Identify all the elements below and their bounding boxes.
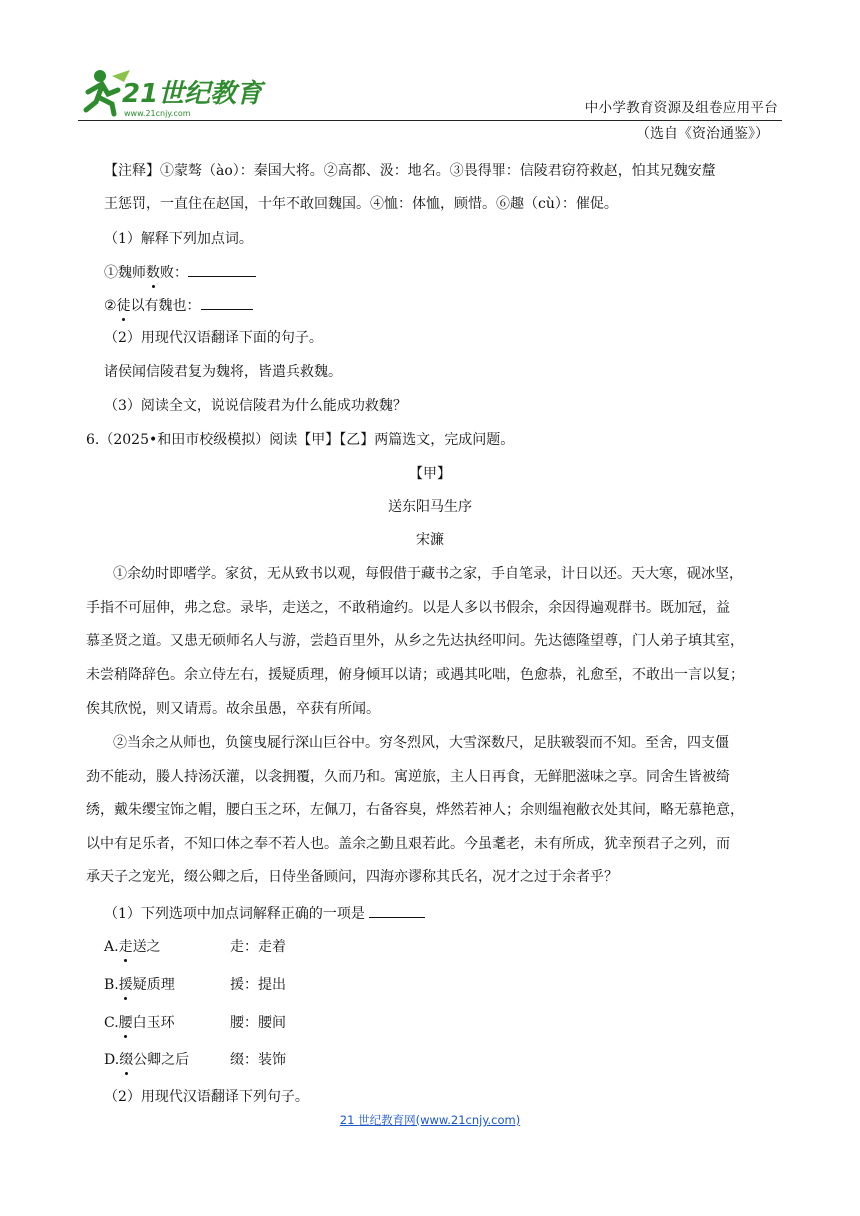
dotted-char: 数 (146, 265, 160, 281)
option-b[interactable]: B.援疑质理 (104, 977, 175, 993)
essay-author: 宋濂 (416, 532, 444, 548)
notes-line-2: 王惩罚，一直住在赵国，十年不敢回魏国。④恤：体恤，顾惜。⑥趣（cù）：催促。 (104, 196, 618, 212)
para1-line: 未尝稍降辞色。余立侍左右，援疑质理，俯身倾耳以请；或遇其叱咄，色愈恭，礼愈至，不敢出一言以复； (86, 667, 744, 683)
q6-sub1: （1）下列选项中加点词解释正确的一项是 (104, 903, 425, 924)
q5-sub2: （2）用现代汉语翻译下面的句子。 (104, 330, 323, 346)
para2-line: 劲不能动，媵人持汤沃灌，以衾拥覆，久而乃和。寓逆旅，主人日再食，无鲜肥滋味之享。同舍生皆被绮 (86, 769, 730, 785)
q6-stem: 6.（2025•和田市校级模拟）阅读【甲】【乙】两篇选文，完成问题。 (86, 432, 515, 448)
logo-url: www.21cnjy.com (124, 109, 191, 118)
footer-link[interactable]: 21 世纪教育网(www.21cnjy.com) (339, 1113, 521, 1127)
q6-jia-label: 【甲】 (409, 466, 451, 482)
dotted-char: 走 (118, 939, 133, 955)
notes-line-1: 【注释】①蒙骜（ào）：秦国大将。②高都、汲：地名。③畏得罪：信陵君窃符救赵，怕其兄魏安釐 (104, 163, 716, 179)
q5-sentence: 诸侯闻信陵君复为魏将，皆遣兵救魏。 (104, 364, 342, 380)
dotted-char: 徒 (116, 298, 131, 314)
source-citation: （选自《资治通鉴》） (636, 126, 769, 142)
dotted-char: 缀 (119, 1052, 134, 1068)
para1-line: 俟其欣悦，则又请焉。故余虽愚，卒获有所闻。 (86, 701, 380, 717)
page-header (78, 62, 782, 121)
logo-21cnjy (78, 62, 268, 120)
logo-text: 21世纪教育 (122, 79, 263, 109)
option-d-meaning: 缀：装饰 (230, 1052, 286, 1068)
q5-item2: ②徒以有魏也： (104, 295, 253, 316)
para2-line: 以中有足乐者，不知口体之奉不若人也。盖余之勤且艰若此。今虽耄老，未有所成，犹幸预君子之列，而 (86, 836, 730, 852)
platform-name: 中小学教育资源及组卷应用平台 (584, 100, 778, 116)
para1-line: 慕圣贤之道。又患无硕师名人与游，尝趋百里外，从乡之先达执经叩问。先达德隆望尊，门人弟子填其室， (86, 633, 744, 649)
answer-blank[interactable] (201, 295, 253, 310)
answer-blank[interactable] (188, 262, 256, 277)
para2-line: ②当余之从师也，负箧曳屣行深山巨谷中。穷冬烈风，大雪深数尺，足肤皲裂而不知。至舍，四支僵 (113, 735, 729, 751)
q5-sub3: （3）阅读全文，说说信陵君为什么能成功救魏？ (104, 398, 407, 414)
option-a-meaning: 走：走着 (230, 939, 286, 955)
q6-sub2: （2）用现代汉语翻译下列句子。 (104, 1089, 309, 1105)
q5-item1: ①魏师数败： (104, 262, 256, 283)
dotted-char: 腰 (118, 1015, 133, 1031)
option-a[interactable]: A.走送之 (104, 939, 161, 955)
essay-title: 送东阳马生序 (388, 499, 472, 515)
option-d[interactable]: D.缀公卿之后 (104, 1052, 190, 1068)
option-b-meaning: 援：提出 (230, 977, 286, 993)
option-c[interactable]: C.腰白玉环 (104, 1015, 175, 1031)
option-c-meaning: 腰：腰间 (230, 1015, 286, 1031)
para2-line: 绣，戴朱缨宝饰之帽，腰白玉之环，左佩刀，右备容臭，烨然若神人；余则缊袍敝衣处其间，略无慕艳意， (86, 802, 744, 818)
para1-line: ①余幼时即嗜学。家贫，无从致书以观，每假借于藏书之家，手自笔录，计日以还。天大寒，砚冰坚， (113, 566, 743, 582)
answer-blank[interactable] (369, 903, 425, 918)
para1-line: 手指不可屈伸，弗之怠。录毕，走送之，不敢稍逾约。以是人多以书假余，余因得遍观群书。既加冠，益 (86, 600, 730, 616)
dotted-char: 援 (118, 977, 133, 993)
q5-sub1: （1）解释下列加点词。 (104, 231, 253, 247)
para2-line: 承天子之宠光，缀公卿之后，日侍坐备顾问，四海亦谬称其氏名，况才之过于余者乎？ (86, 869, 618, 885)
